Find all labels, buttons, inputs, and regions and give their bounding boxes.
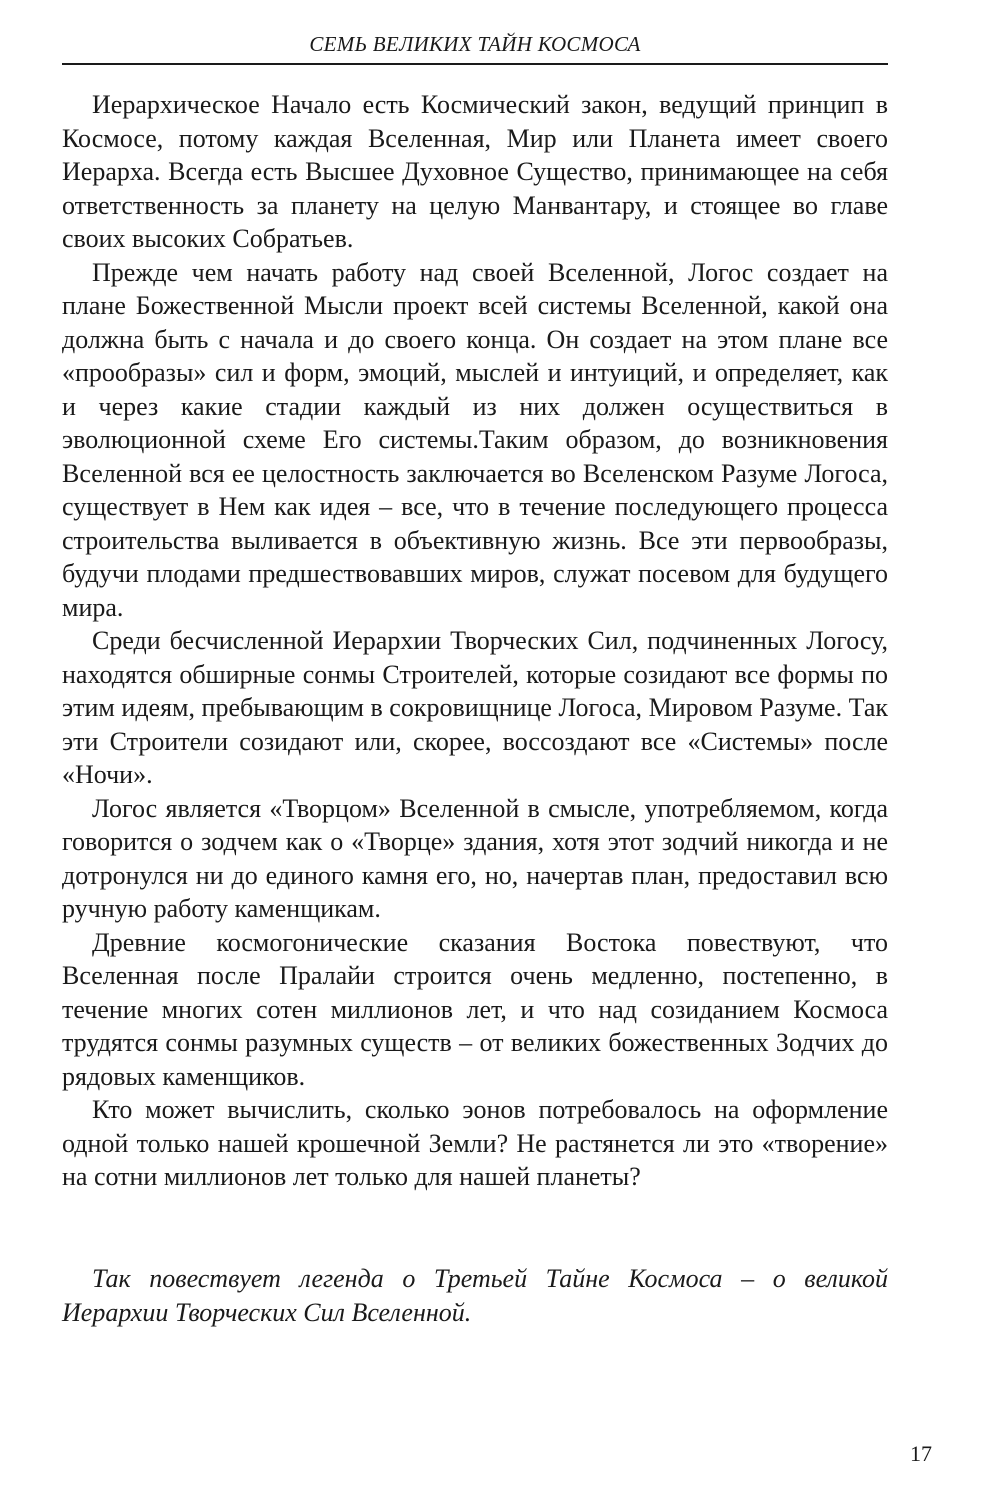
paragraph: Прежде чем начать работу над своей Вселенной, Логос создает на плане Божественной Мысли проект всей системы Вселенной, какой она должна быть с начала и до своего конца. Он создает на этом плане все «прообразы» сил и форм, эмоций, мыслей и интуиций, и определяет, как и через какие стадии каждый из них должен осуществиться в эволюционной схеме Его системы.Таким образом, до возникновения Вселенной вся ее целостность заключается во Вселенском Разуме Логоса, существует в Нем как идея – все, что в течение последующего процесса строительства выливается в объективную жизнь. Все эти первообразы, будучи плодами предшествовавших миров, служат посевом для будущего мира. xyxy=(62,257,888,622)
page-number: 17 xyxy=(910,1441,932,1466)
paragraph: Логос является «Творцом» Вселенной в смысле, употребляемом, когда говорится о зодчем как о «Творце» здания, хотя этот зодчий никогда и не дотронулся ни до единого камня его, но, начертав план, предоставил всю ручную работу каменщикам. xyxy=(62,793,888,923)
running-header: СЕМЬ ВЕЛИКИХ ТАЙН КОСМОСА xyxy=(309,32,641,56)
paragraph: Древние космогонические сказания Востока повествуют, что Вселенная после Пралайи строится очень медленно, постепенно, в течение многих сотен миллионов лет, и что над созиданием Космоса трудятся сонмы разумных существ – от великих божественных Зодчих до рядовых каменщиков. xyxy=(62,927,888,1091)
header-rule xyxy=(62,63,888,65)
paragraph: Среди бесчисленной Иерархии Творческих Сил, подчиненных Логосу, находятся обширные сонмы Строителей, которые созидают все формы по этим идеям, пребывающим в сокровищнице Логоса, Мировом Разуме. Так эти Строители созидают или, скорее, воссоздают все «Системы» после «Ночи». xyxy=(62,626,888,789)
closing-italic-paragraph: Так повествует легенда о Третьей Тайне Космоса – о великой Иерархии Творческих Сил Вселенной. xyxy=(62,1264,888,1327)
paragraph: Иерархическое Начало есть Космический закон, ведущий принцип в Космосе, потому каждая Вселенная, Мир или Планета имеет своего Иерарха. Всегда есть Высшее Духовное Существо, принимающее на себя ответственность за планету на целую Манвантару, и стоящее во главе своих высоких Собратьев. xyxy=(62,90,888,253)
body-text xyxy=(62,88,888,1194)
paragraph: Кто может вычислить, сколько эонов потребовалось на оформление одной только нашей крошечной Земли? Не растянется ли это «творение» на сотни миллионов лет только для нашей планеты? xyxy=(62,1095,888,1191)
